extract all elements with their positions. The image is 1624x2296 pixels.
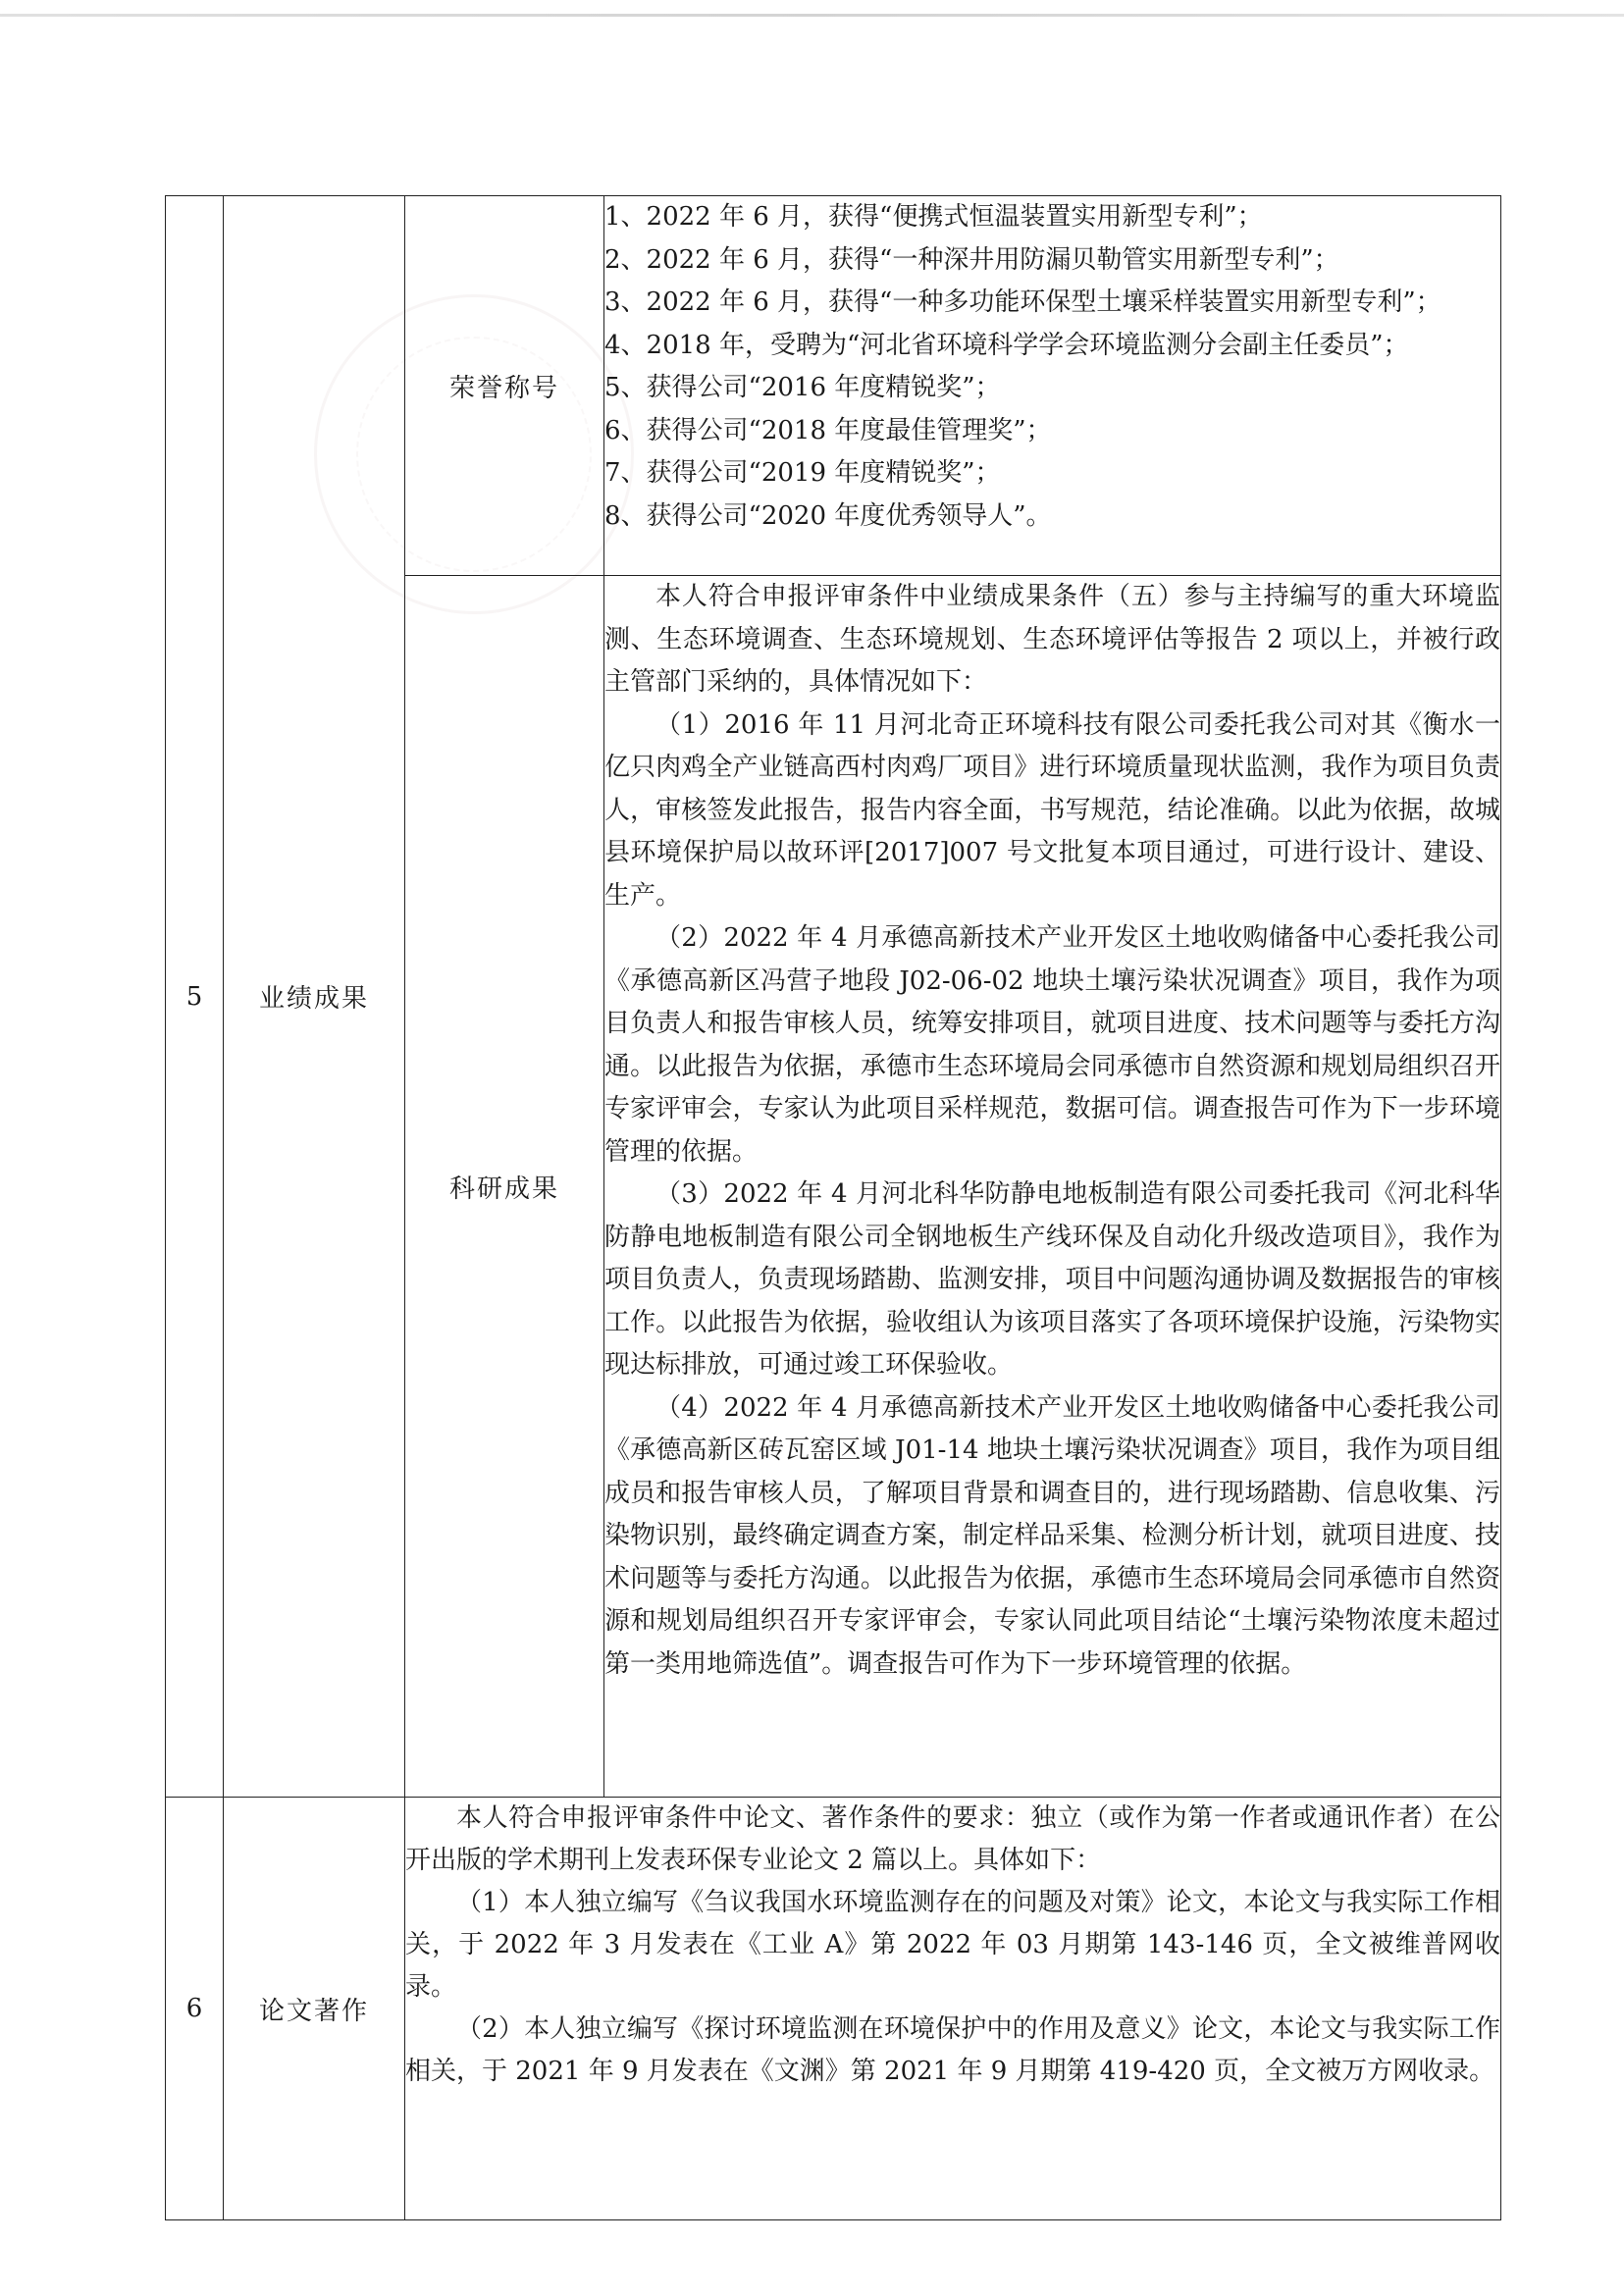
research-paragraph: （3）2022 年 4 月河北科华防静电地板制造有限公司委托我司《河北科华防静电地板制造有限公司全钢地板生产线环保及自动化升级改造项目》，我作为项目负责人，负责现场踏勘、监测安排，项目中问题沟通协调及数据报告的审核工作。以此报告为依据，验收组认为该项目落实了各项环境保护设施，污染物实现达标排放，可通过竣工环保验收。	[604, 1179, 1500, 1380]
honor-line: 3、2022 年 6 月，获得“一种多功能环保型土壤采样装置实用新型专利”；	[604, 287, 1441, 317]
table-row	[166, 1798, 1501, 2220]
row-number: 5	[166, 196, 224, 1798]
papers-content	[405, 1798, 1501, 2220]
honor-line: 1、2022 年 6 月，获得“便携式恒温装置实用新型专利”；	[604, 202, 1263, 232]
honor-line: 8、获得公司“2020 年度优秀领导人”。	[604, 500, 1052, 531]
research-content	[604, 576, 1501, 1798]
research-paragraph: （4）2022 年 4 月承德高新技术产业开发区土地收购储备中心委托我公司《承德高新区砖瓦窑区域 J01-14 地块土壤污染状况调查》项目，我作为项目组成员和报告审核人员，了解项目背景和调查目的，进行现场踏勘、信息收集、污染物识别，最终确定调查方案，制定样品采集、检测分析计划，就项目进度、技术问题等与委托方沟通。以此报告为依据，承德市生态环境局会同承德市自然资源和规划局组织召开专家评审会，专家认同此项目结论“土壤污染物浓度未超过第一类用地筛选值”。调查报告可作为下一步环境管理的依据。	[604, 1392, 1500, 1679]
honor-line: 2、2022 年 6 月，获得“一种深井用防漏贝勒管实用新型专利”；	[604, 244, 1339, 275]
scan-edge	[0, 14, 1624, 17]
subitem-label-honors: 荣誉称号	[405, 196, 604, 576]
paper-paragraph: （1）本人独立编写《刍议我国水环境监测存在的问题及对策》论文，本论文与我实际工作相关，于 2022 年 3 月发表在《工业 A》第 2022 年 03 月期第 143-146 页，全文被维普网收录。	[405, 1888, 1500, 2002]
honor-line: 4、2018 年，受聘为“河北省环境科学学会环境监测分会副主任委员”；	[604, 330, 1409, 360]
research-paragraph: 本人符合申报评审条件中业绩成果条件（五）参与主持编写的重大环境监测、生态环境调查、生态环境规划、生态环境评估等报告 2 项以上，并被行政主管部门采纳的，具体情况如下：	[604, 582, 1500, 697]
table-row	[166, 196, 1501, 576]
paper-paragraph: （2）本人独立编写《探讨环境监测在环境保护中的作用及意义》论文，本论文与我实际工作相关，于 2021 年 9 月发表在《文渊》第 2021 年 9 月期第 419-420 页，全文被万方网收录。	[405, 2014, 1500, 2086]
research-paragraph: （2）2022 年 4 月承德高新技术产业开发区土地收购储备中心委托我公司《承德高新区冯营子地段 J02-06-02 地块土壤污染状况调查》项目，我作为项目负责人和报告审核人员，统筹安排项目，就项目进度、技术问题等与委托方沟通。以此报告为依据，承德市生态环境局会同承德市自然资源和规划局组织召开专家评审会，专家认为此项目采样规范，数据可信。调查报告可作为下一步环境管理的依据。	[604, 923, 1500, 1167]
research-paragraph: （1）2016 年 11 月河北奇正环境科技有限公司委托我公司对其《衡水一亿只肉鸡全产业链高西村肉鸡厂项目》进行环境质量现状监测，我作为项目负责人，审核签发此报告，报告内容全面，书写规范，结论准确。以此为依据，故城县环境保护局以故环评[2017]007 号文批复本项目通过，可进行设计、建设、生产。	[604, 709, 1500, 911]
item-label: 论文著作	[224, 1798, 405, 2220]
subitem-label-research: 科研成果	[405, 576, 604, 1798]
paper-paragraph: 本人符合申报评审条件中论文、著作条件的要求：独立（或作为第一作者或通讯作者）在公开出版的学术期刊上发表环保专业论文 2 篇以上。具体如下：	[405, 1803, 1500, 1875]
honor-line: 6、获得公司“2018 年度最佳管理奖”；	[604, 415, 1052, 445]
row-number: 6	[166, 1798, 224, 2220]
item-label: 业绩成果	[224, 196, 405, 1798]
honors-content	[604, 196, 1501, 576]
honor-line: 5、获得公司“2016 年度精锐奖”；	[604, 373, 1001, 402]
honor-line: 7、获得公司“2019 年度精锐奖”；	[604, 458, 1001, 488]
qualification-table	[165, 195, 1501, 2220]
